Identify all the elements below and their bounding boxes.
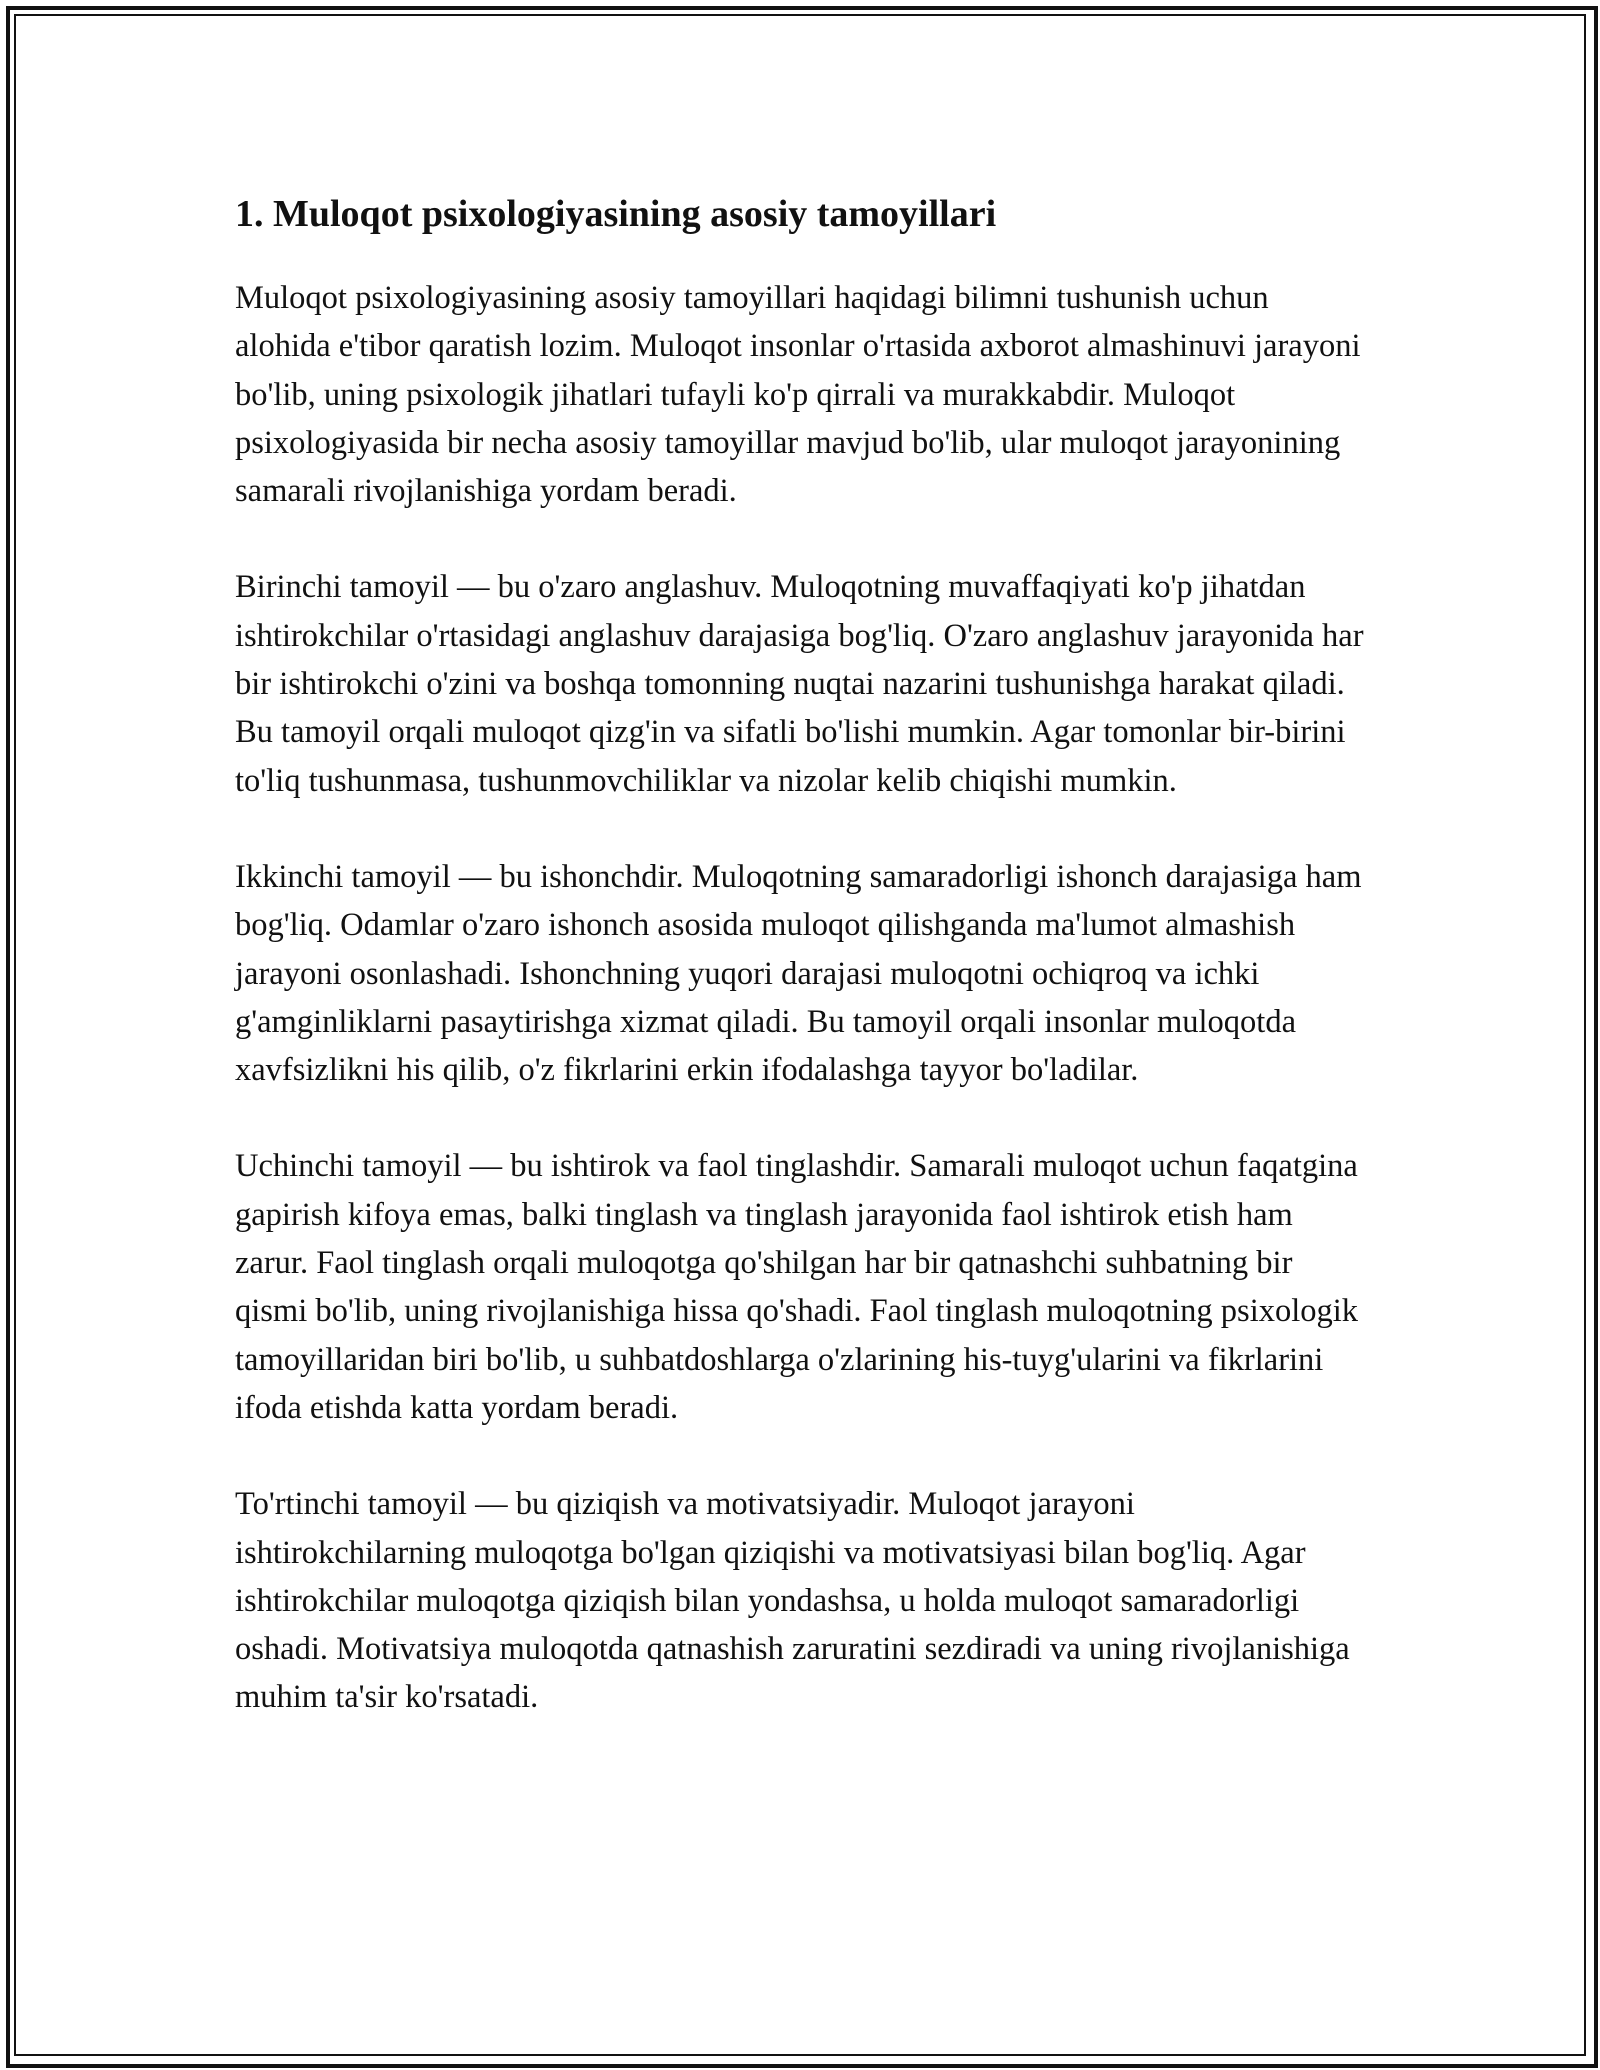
document-body bbox=[235, 188, 1370, 1770]
paragraph-principle-2: Ikkinchi tamoyil — bu ishonchdir. Muloqotning samaradorligi ishonch darajasiga ham bog'liq. Odamlar o'zaro ishonch asosida muloqot qilishganda ma'lumot almashish jarayoni osonlashadi. Ishonchning yuqori darajasi muloqotni ochiqroq va ichki g'amginliklarni pasaytirishga xizmat qiladi. Bu tamoyil orqali insonlar muloqotda xavfsizlikni his qilib, o'z fikrlarini erkin ifodalashga tayyor bo'ladilar. bbox=[235, 858, 1362, 1089]
paragraph-principle-3: Uchinchi tamoyil — bu ishtirok va faol tinglashdir. Samarali muloqot uchun faqatgina gapirish kifoya emas, balki tinglash va tinglash jarayonida faol ishtirok etish ham zarur. Faol tinglash orqali muloqotga qo'shilgan har bir qatnashchi suhbatning bir qismi bo'lib, uning rivojlanishiga hissa qo'shadi. Faol tinglash muloqotning psixologik tamoyillaridan biri bo'lib, u suhbatdoshlarga o'zlarining his-tuyg'ularini va fikrlarini ifoda etishda katta yordam beradi. bbox=[235, 1148, 1359, 1426]
paragraph-principle-1: Birinchi tamoyil — bu o'zaro anglashuv. Muloqotning muvaffaqiyati ko'p jihatdan ishtirokchilar o'rtasidagi anglashuv darajasiga bog'liq. O'zaro anglashuv jarayonida har bir ishtirokchi o'zini va boshqa tomonning nuqtai nazarini tushunishga harakat qiladi. Bu tamoyil orqali muloqot qizg'in va sifatli bo'lishi mumkin. Agar tomonlar bir-birini to'liq tushunmasa, tushunmovchiliklar va nizolar kelib chiqishi mumkin. bbox=[235, 569, 1364, 799]
section-heading: 1. Muloqot psixologiyasining asosiy tamoyillari bbox=[235, 193, 997, 235]
paragraph-principle-4: To'rtinchi tamoyil — bu qiziqish va motivatsiyadir. Muloqot jarayoni ishtirokchilarning muloqotga bo'lgan qiziqishi va motivatsiyasi bilan bog'liq. Agar ishtirokchilar muloqotga qiziqish bilan yondashsa, u holda muloqot samaradorligi oshadi. Motivatsiya muloqotda qatnashish zaruratini sezdiradi va uning rivojlanishiga muhim ta'sir ko'rsatadi. bbox=[235, 1486, 1350, 1716]
paragraph-intro: Muloqot psixologiyasining asosiy tamoyillari haqidagi bilimni tushunish uchun alohida e'tibor qaratish lozim. Muloqot insonlar o'rtasida axborot almashinuvi jarayoni bo'lib, uning psixologik jihatlari tufayli ko'p qirrali va murakkabdir. Muloqot psixologiyasida bir necha asosiy tamoyillar mavjud bo'lib, ular muloqot jarayonining samarali rivojlanishiga yordam beradi. bbox=[235, 280, 1361, 510]
